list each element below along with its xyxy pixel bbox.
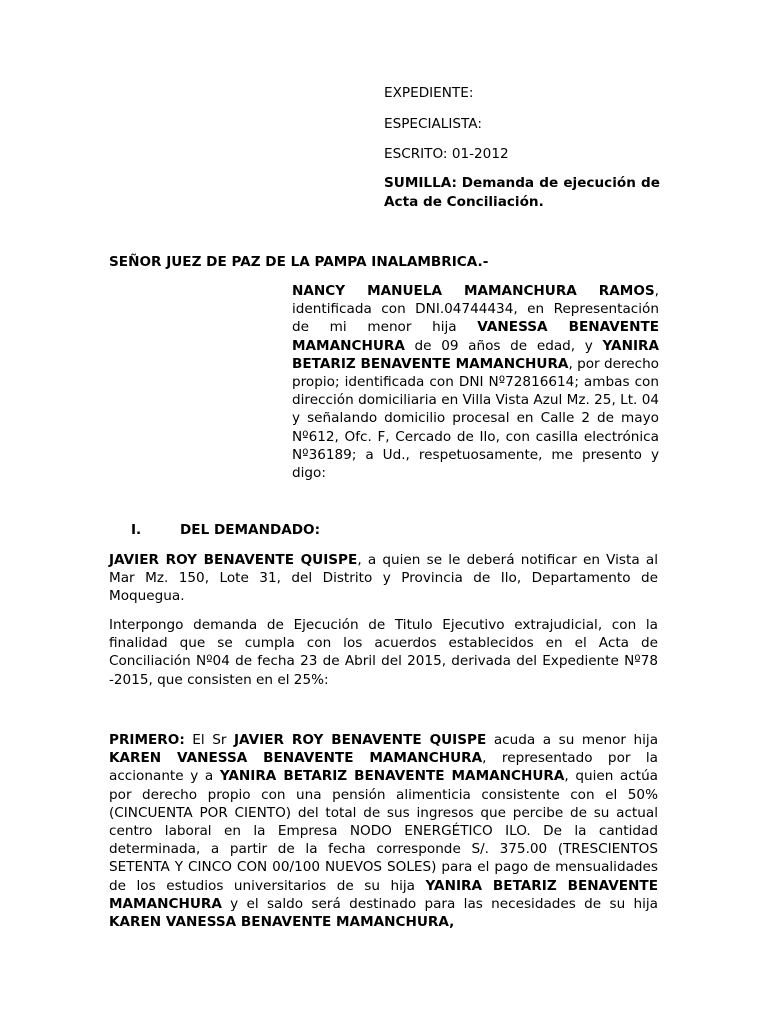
- primero-text-5: y el saldo será destinado para las necesidades de su hija: [221, 895, 658, 912]
- especialista-label: ESPECIALISTA:: [384, 116, 482, 132]
- sumilla: [384, 174, 660, 212]
- defendant-name: JAVIER ROY BENAVENTE QUISPE: [109, 552, 358, 568]
- section-heading: [131, 521, 320, 540]
- escrito-label: ESCRITO: 01-2012: [384, 146, 509, 162]
- primero-name-1: JAVIER ROY BENAVENTE QUISPE: [233, 732, 487, 748]
- primero-text-3: , representado por la accionante y a: [109, 750, 658, 785]
- defendant-text: , a quien se le deberá notificar en Vista al Mar Mz. 150, Lote 31, del Distrito y Provincia de Ilo, Departamento de Moquegua.: [109, 552, 658, 605]
- primero-name-5: KAREN VANESSA BENAVENTE MAMANCHURA,: [109, 914, 455, 931]
- primero-paragraph: [109, 731, 658, 931]
- sumilla-label: SUMILLA:: [384, 175, 457, 191]
- primero-text-1: El Sr: [184, 732, 234, 748]
- claim-paragraph: Interpongo demanda de Ejecución de Titulo Ejecutivo extrajudicial, con la finalidad que se cumpla con los acuerdos establecidos en el Acta de Conciliación Nº04 de fecha 23 de Abril del 2015, derivada del Expediente Nº78 -2015, que consisten en el 25%:: [109, 617, 658, 688]
- daughter-name-2: YANIRA BETARIZ BENAVENTE MAMANCHURA: [292, 337, 659, 372]
- sumilla-text: Demanda de ejecución de Acta de Conciliación.: [384, 175, 660, 210]
- section-title: DEL DEMANDADO:: [180, 522, 321, 538]
- party-text-1: , identificada con DNI.04744434, en Representación de mi menor hija: [292, 283, 659, 336]
- party-text-2: de 09 años de edad, y: [404, 337, 603, 354]
- primero-label: PRIMERO:: [109, 732, 185, 748]
- section-number: I.: [131, 522, 142, 538]
- primero-name-2: KAREN VANESSA BENAVENTE MAMANCHURA: [109, 750, 483, 767]
- party-name: NANCY MANUELA MAMANCHURA RAMOS: [292, 283, 655, 299]
- primero-name-3: YANIRA BETARIZ BENAVENTE MAMANCHURA: [219, 768, 565, 785]
- primero-text-2: acuda a su menor hija: [486, 732, 659, 748]
- party-text-3: , por derecho propio; identificada con DNI Nº72816614; ambas con dirección domiciliaria en Villa Vista Azul Mz. 25, Lt. 04 y señalando domicilio procesal en Calle 2 de mayo Nº612, Ofc. F, Cercado de Ilo, con casilla electrónica Nº36189; a Ud., respetuosamente, me presento y digo:: [292, 355, 660, 482]
- primero-name-4: YANIRA BETARIZ BENAVENTE MAMANCHURA: [109, 877, 658, 912]
- defendant-paragraph: [109, 551, 658, 606]
- daughter-name-1: VANESSA BENAVENTE MAMANCHURA: [292, 319, 660, 354]
- addressee: SEÑOR JUEZ DE PAZ DE LA PAMPA INALAMBRICA.-: [109, 254, 489, 270]
- primero-text-4: , quien actúa por derecho propio con una pensión alimenticia consistente con el 50% (CINCUENTA POR CIENTO) del total de sus ingresos que percibe de su actual centro laboral en la Empresa NODO ENERGÉTICO ILO. De la cantidad determinada, a partir de la fecha corresponde S/. 375.00 (TRESCIENTOS SETENTA Y CINCO CON 00/100 NUEVOS SOLES) para el pago de mensualidades de los estudios universitarios de su hija: [109, 768, 659, 894]
- expediente-label: EXPEDIENTE:: [384, 85, 474, 101]
- party-introduction: [292, 282, 659, 482]
